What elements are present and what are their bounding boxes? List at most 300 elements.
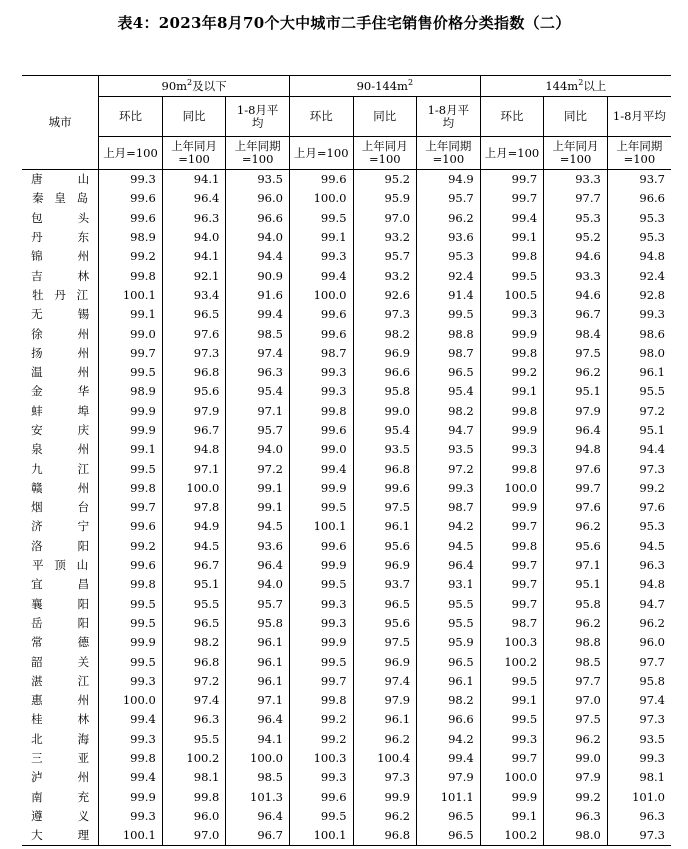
index-value-cell: 96.3	[607, 556, 671, 575]
city-cell	[22, 247, 99, 266]
index-value-cell: 99.4	[417, 749, 481, 768]
index-value-cell: 98.9	[99, 382, 163, 401]
index-value-cell: 99.0	[289, 440, 353, 459]
index-value-cell: 99.9	[480, 498, 544, 517]
index-value-cell: 99.6	[289, 305, 353, 324]
city-cell	[22, 209, 99, 228]
index-value-cell: 95.8	[607, 672, 671, 691]
index-value-cell: 94.0	[162, 228, 226, 247]
table-row	[22, 189, 671, 208]
table-row	[22, 344, 671, 363]
index-value-cell: 97.5	[353, 633, 417, 652]
index-value-cell: 100.0	[226, 749, 290, 768]
index-value-cell: 93.5	[607, 730, 671, 749]
city-name: 包头	[31, 210, 90, 225]
city-cell	[22, 730, 99, 749]
index-value-cell: 100.4	[353, 749, 417, 768]
index-value-cell: 94.9	[417, 170, 481, 190]
index-value-cell: 100.1	[289, 517, 353, 536]
index-value-cell: 95.7	[353, 247, 417, 266]
city-cell	[22, 633, 99, 652]
index-value-cell: 99.8	[99, 749, 163, 768]
index-value-cell: 95.3	[544, 209, 608, 228]
city-name: 秦皇岛	[32, 191, 89, 206]
city-name: 南充	[31, 789, 90, 804]
city-name: 泸州	[31, 770, 90, 785]
table-row	[22, 807, 671, 826]
index-value-cell: 93.7	[353, 575, 417, 594]
table-row	[22, 768, 671, 787]
index-value-cell: 98.0	[544, 826, 608, 846]
subheader-yoy: 同比	[353, 97, 417, 137]
index-value-cell: 95.3	[607, 228, 671, 247]
index-value-cell: 96.8	[353, 459, 417, 478]
index-value-cell: 96.2	[417, 209, 481, 228]
index-value-cell: 101.3	[226, 788, 290, 807]
index-value-cell: 99.6	[99, 517, 163, 536]
index-value-cell: 97.3	[353, 305, 417, 324]
index-value-cell: 98.9	[99, 228, 163, 247]
index-value-cell: 99.2	[480, 363, 544, 382]
index-value-cell: 95.5	[162, 730, 226, 749]
index-value-cell: 93.2	[353, 228, 417, 247]
city-name: 烟台	[31, 500, 90, 515]
index-value-cell: 99.0	[99, 324, 163, 343]
index-value-cell: 97.5	[544, 344, 608, 363]
city-name: 无锡	[31, 307, 90, 322]
index-value-cell: 95.8	[353, 382, 417, 401]
index-value-cell: 99.3	[289, 247, 353, 266]
city-cell	[22, 652, 99, 671]
city-cell	[22, 595, 99, 614]
city-name: 大理	[31, 828, 90, 843]
index-value-cell: 99.3	[607, 305, 671, 324]
index-value-cell: 99.8	[480, 537, 544, 556]
index-value-cell: 100.0	[480, 479, 544, 498]
index-value-cell: 95.1	[544, 575, 608, 594]
index-value-cell: 94.5	[607, 537, 671, 556]
index-value-cell: 95.7	[226, 595, 290, 614]
index-value-cell: 99.6	[289, 324, 353, 343]
index-value-cell: 95.4	[417, 382, 481, 401]
city-name: 北海	[31, 731, 90, 746]
index-value-cell: 99.7	[99, 344, 163, 363]
index-value-cell: 99.7	[480, 556, 544, 575]
index-value-cell: 94.8	[544, 440, 608, 459]
index-value-cell: 96.1	[607, 363, 671, 382]
index-value-cell: 96.7	[544, 305, 608, 324]
index-value-cell: 93.5	[417, 440, 481, 459]
city-cell	[22, 170, 99, 190]
index-value-cell: 95.6	[162, 382, 226, 401]
city-name: 蚌埠	[31, 403, 90, 418]
city-column-header: 城市	[22, 76, 99, 170]
index-value-cell: 98.5	[226, 324, 290, 343]
index-value-cell: 92.6	[353, 286, 417, 305]
index-value-cell: 95.6	[353, 537, 417, 556]
index-value-cell: 96.2	[544, 363, 608, 382]
index-value-cell: 96.2	[544, 614, 608, 633]
table-row	[22, 247, 671, 266]
index-value-cell: 96.9	[353, 556, 417, 575]
index-value-cell: 96.1	[353, 710, 417, 729]
city-cell	[22, 807, 99, 826]
table-header	[22, 76, 671, 170]
index-value-cell: 90.9	[226, 266, 290, 285]
index-value-cell: 96.5	[417, 807, 481, 826]
index-value-cell: 97.5	[544, 710, 608, 729]
index-value-cell: 95.6	[544, 537, 608, 556]
index-value-cell: 97.9	[417, 768, 481, 787]
index-value-cell: 96.0	[607, 633, 671, 652]
index-value-cell: 94.1	[162, 170, 226, 190]
index-value-cell: 96.4	[544, 421, 608, 440]
index-value-cell: 96.8	[353, 826, 417, 846]
index-value-cell: 99.1	[99, 305, 163, 324]
index-value-cell: 99.9	[289, 633, 353, 652]
table-row	[22, 595, 671, 614]
index-value-cell: 94.5	[417, 537, 481, 556]
city-cell	[22, 324, 99, 343]
index-value-cell: 96.3	[162, 209, 226, 228]
index-value-cell: 96.5	[353, 595, 417, 614]
index-value-cell: 98.7	[289, 344, 353, 363]
index-value-cell: 94.4	[226, 247, 290, 266]
index-value-cell: 96.1	[226, 633, 290, 652]
index-value-cell: 97.4	[353, 672, 417, 691]
index-value-cell: 94.7	[417, 421, 481, 440]
index-value-cell: 99.1	[480, 807, 544, 826]
index-value-cell: 99.9	[289, 479, 353, 498]
index-value-cell: 99.7	[480, 749, 544, 768]
base-label: 上月=100	[99, 137, 163, 170]
index-value-cell: 99.8	[289, 402, 353, 421]
index-value-cell: 96.8	[162, 363, 226, 382]
city-cell	[22, 691, 99, 710]
city-name: 锦州	[31, 249, 90, 264]
index-value-cell: 99.6	[289, 537, 353, 556]
index-value-cell: 99.5	[99, 595, 163, 614]
table-row	[22, 575, 671, 594]
index-value-cell: 99.9	[99, 788, 163, 807]
index-value-cell: 94.8	[607, 575, 671, 594]
index-value-cell: 92.4	[417, 266, 481, 285]
index-value-cell: 99.7	[544, 479, 608, 498]
index-value-cell: 96.9	[353, 652, 417, 671]
city-name: 济宁	[31, 519, 90, 534]
index-value-cell: 98.2	[162, 633, 226, 652]
index-value-cell: 95.2	[353, 170, 417, 190]
index-value-cell: 99.7	[480, 189, 544, 208]
index-value-cell: 95.5	[417, 614, 481, 633]
index-value-cell: 93.5	[226, 170, 290, 190]
table-row	[22, 228, 671, 247]
index-value-cell: 92.1	[162, 266, 226, 285]
index-value-cell: 99.3	[480, 305, 544, 324]
index-value-cell: 96.7	[162, 421, 226, 440]
index-value-cell: 96.4	[226, 710, 290, 729]
city-name: 岳阳	[31, 615, 90, 630]
index-value-cell: 94.2	[417, 517, 481, 536]
table-row	[22, 209, 671, 228]
city-cell	[22, 344, 99, 363]
index-value-cell: 93.3	[544, 266, 608, 285]
index-value-cell: 97.2	[226, 459, 290, 478]
table-row	[22, 324, 671, 343]
index-value-cell: 93.6	[417, 228, 481, 247]
index-value-cell: 100.0	[162, 479, 226, 498]
city-name: 泉州	[31, 442, 90, 457]
index-value-cell: 99.1	[226, 498, 290, 517]
index-value-cell: 99.5	[99, 459, 163, 478]
index-value-cell: 99.8	[162, 788, 226, 807]
city-cell	[22, 382, 99, 401]
city-name: 三亚	[31, 751, 90, 766]
index-value-cell: 100.2	[480, 652, 544, 671]
index-value-cell: 99.9	[480, 324, 544, 343]
index-value-cell: 96.6	[607, 189, 671, 208]
index-value-cell: 94.7	[607, 595, 671, 614]
index-value-cell: 97.6	[607, 498, 671, 517]
index-value-cell: 100.1	[289, 826, 353, 846]
city-name: 惠州	[31, 693, 90, 708]
index-value-cell: 94.4	[607, 440, 671, 459]
base-label: 上年同月=100	[162, 137, 226, 170]
index-value-cell: 96.5	[417, 363, 481, 382]
index-value-cell: 94.0	[226, 228, 290, 247]
index-value-cell: 99.3	[480, 730, 544, 749]
index-value-cell: 99.6	[99, 209, 163, 228]
index-value-cell: 96.2	[544, 517, 608, 536]
index-value-cell: 98.8	[544, 633, 608, 652]
price-index-table	[22, 75, 671, 846]
index-value-cell: 96.5	[162, 305, 226, 324]
index-value-cell: 97.6	[544, 459, 608, 478]
index-value-cell: 99.5	[289, 209, 353, 228]
index-value-cell: 98.8	[417, 324, 481, 343]
index-value-cell: 96.7	[226, 826, 290, 846]
index-value-cell: 99.7	[99, 498, 163, 517]
city-name: 牡丹江	[32, 287, 89, 302]
base-label: 上年同期=100	[417, 137, 481, 170]
index-value-cell: 99.3	[289, 614, 353, 633]
index-value-cell: 97.3	[353, 768, 417, 787]
table-row	[22, 170, 671, 190]
index-value-cell: 97.3	[607, 459, 671, 478]
index-value-cell: 96.7	[162, 556, 226, 575]
index-value-cell: 99.3	[99, 730, 163, 749]
table-row	[22, 382, 671, 401]
index-value-cell: 99.6	[289, 788, 353, 807]
index-value-cell: 99.5	[480, 672, 544, 691]
index-value-cell: 99.9	[99, 421, 163, 440]
city-cell	[22, 826, 99, 846]
index-value-cell: 95.8	[226, 614, 290, 633]
index-value-cell: 100.2	[162, 749, 226, 768]
table-body	[22, 170, 671, 846]
city-name: 扬州	[31, 345, 90, 360]
index-value-cell: 101.1	[417, 788, 481, 807]
index-value-cell: 95.7	[417, 189, 481, 208]
index-value-cell: 93.2	[353, 266, 417, 285]
index-value-cell: 96.4	[226, 807, 290, 826]
index-value-cell: 99.3	[417, 479, 481, 498]
index-value-cell: 95.5	[417, 595, 481, 614]
index-value-cell: 94.9	[162, 517, 226, 536]
index-value-cell: 99.3	[289, 595, 353, 614]
index-value-cell: 97.7	[607, 652, 671, 671]
city-cell	[22, 788, 99, 807]
index-value-cell: 99.5	[480, 266, 544, 285]
index-value-cell: 99.7	[480, 170, 544, 190]
index-value-cell: 97.6	[544, 498, 608, 517]
index-value-cell: 93.7	[607, 170, 671, 190]
index-value-cell: 99.6	[289, 421, 353, 440]
index-value-cell: 99.5	[417, 305, 481, 324]
table-row	[22, 266, 671, 285]
index-value-cell: 95.1	[162, 575, 226, 594]
index-value-cell: 99.4	[289, 459, 353, 478]
index-value-cell: 96.6	[226, 209, 290, 228]
index-value-cell: 99.3	[607, 749, 671, 768]
index-value-cell: 98.1	[607, 768, 671, 787]
index-value-cell: 92.4	[607, 266, 671, 285]
index-value-cell: 94.1	[162, 247, 226, 266]
index-value-cell: 99.3	[480, 440, 544, 459]
index-value-cell: 99.5	[289, 498, 353, 517]
index-value-cell: 97.1	[544, 556, 608, 575]
index-value-cell: 95.4	[226, 382, 290, 401]
city-name: 徐州	[31, 326, 90, 341]
index-value-cell: 93.4	[162, 286, 226, 305]
index-value-cell: 97.3	[607, 826, 671, 846]
index-value-cell: 97.1	[226, 402, 290, 421]
city-name: 常德	[31, 635, 90, 650]
index-value-cell: 95.5	[607, 382, 671, 401]
index-value-cell: 99.3	[289, 768, 353, 787]
index-value-cell: 98.5	[226, 768, 290, 787]
city-cell	[22, 672, 99, 691]
index-value-cell: 96.1	[353, 517, 417, 536]
table-row	[22, 788, 671, 807]
index-value-cell: 99.8	[480, 402, 544, 421]
index-value-cell: 97.8	[162, 498, 226, 517]
base-label: 上月=100	[289, 137, 353, 170]
index-value-cell: 99.6	[289, 170, 353, 190]
subheader-avg: 1-8月平均	[226, 97, 290, 137]
index-value-cell: 99.3	[99, 170, 163, 190]
index-value-cell: 100.3	[480, 633, 544, 652]
city-cell	[22, 498, 99, 517]
index-value-cell: 96.4	[417, 556, 481, 575]
index-value-cell: 97.3	[607, 710, 671, 729]
index-value-cell: 98.2	[417, 691, 481, 710]
index-value-cell: 99.5	[289, 575, 353, 594]
index-value-cell: 99.2	[544, 788, 608, 807]
table-row	[22, 363, 671, 382]
index-value-cell: 99.1	[480, 382, 544, 401]
city-cell	[22, 575, 99, 594]
city-name: 九江	[31, 461, 90, 476]
index-value-cell: 100.0	[99, 691, 163, 710]
table-row	[22, 652, 671, 671]
city-name: 赣州	[31, 480, 90, 495]
index-value-cell: 96.9	[353, 344, 417, 363]
index-value-cell: 99.9	[99, 402, 163, 421]
index-value-cell: 99.6	[99, 556, 163, 575]
table-row	[22, 614, 671, 633]
city-cell	[22, 556, 99, 575]
base-label: 上年同期=100	[607, 137, 671, 170]
table-row	[22, 633, 671, 652]
index-value-cell: 99.8	[99, 575, 163, 594]
table-row	[22, 286, 671, 305]
index-value-cell: 99.0	[544, 749, 608, 768]
table-row	[22, 498, 671, 517]
city-name: 湛江	[31, 673, 90, 688]
table-row	[22, 826, 671, 846]
index-value-cell: 97.1	[162, 459, 226, 478]
city-name: 桂林	[31, 712, 90, 727]
index-value-cell: 98.2	[417, 402, 481, 421]
subheader-mom: 环比	[289, 97, 353, 137]
city-cell	[22, 286, 99, 305]
city-name: 安庆	[31, 423, 90, 437]
index-value-cell: 94.0	[226, 440, 290, 459]
table-row	[22, 421, 671, 440]
index-value-cell: 97.0	[544, 691, 608, 710]
index-value-cell: 94.6	[544, 247, 608, 266]
index-value-cell: 95.3	[607, 209, 671, 228]
index-value-cell: 93.5	[353, 440, 417, 459]
base-label: 上年同期=100	[226, 137, 290, 170]
index-value-cell: 99.7	[480, 595, 544, 614]
table-row	[22, 440, 671, 459]
city-name: 唐山	[31, 172, 90, 187]
index-value-cell: 99.3	[99, 807, 163, 826]
index-value-cell: 97.4	[162, 691, 226, 710]
index-value-cell: 97.9	[162, 402, 226, 421]
index-value-cell: 99.7	[480, 517, 544, 536]
city-name: 吉林	[31, 268, 90, 283]
index-value-cell: 97.6	[162, 324, 226, 343]
table-row	[22, 556, 671, 575]
index-value-cell: 95.3	[417, 247, 481, 266]
index-value-cell: 100.0	[480, 768, 544, 787]
index-value-cell: 99.1	[480, 691, 544, 710]
index-value-cell: 101.0	[607, 788, 671, 807]
index-value-cell: 95.9	[353, 189, 417, 208]
index-value-cell: 99.4	[99, 710, 163, 729]
subheader-avg: 1-8月平均	[607, 97, 671, 137]
index-value-cell: 96.6	[417, 710, 481, 729]
table-row	[22, 730, 671, 749]
index-value-cell: 100.0	[289, 189, 353, 208]
index-value-cell: 94.1	[226, 730, 290, 749]
index-value-cell: 96.2	[607, 614, 671, 633]
index-value-cell: 98.4	[544, 324, 608, 343]
group-header-small: $90m^2$及以下	[99, 76, 290, 97]
table-row	[22, 749, 671, 768]
subheader-mom: 环比	[99, 97, 163, 137]
city-cell	[22, 266, 99, 285]
index-value-cell: 96.3	[544, 807, 608, 826]
index-value-cell: 97.5	[353, 498, 417, 517]
subheader-mom: 环比	[480, 97, 544, 137]
city-cell	[22, 459, 99, 478]
index-value-cell: 99.2	[289, 730, 353, 749]
index-value-cell: 91.4	[417, 286, 481, 305]
